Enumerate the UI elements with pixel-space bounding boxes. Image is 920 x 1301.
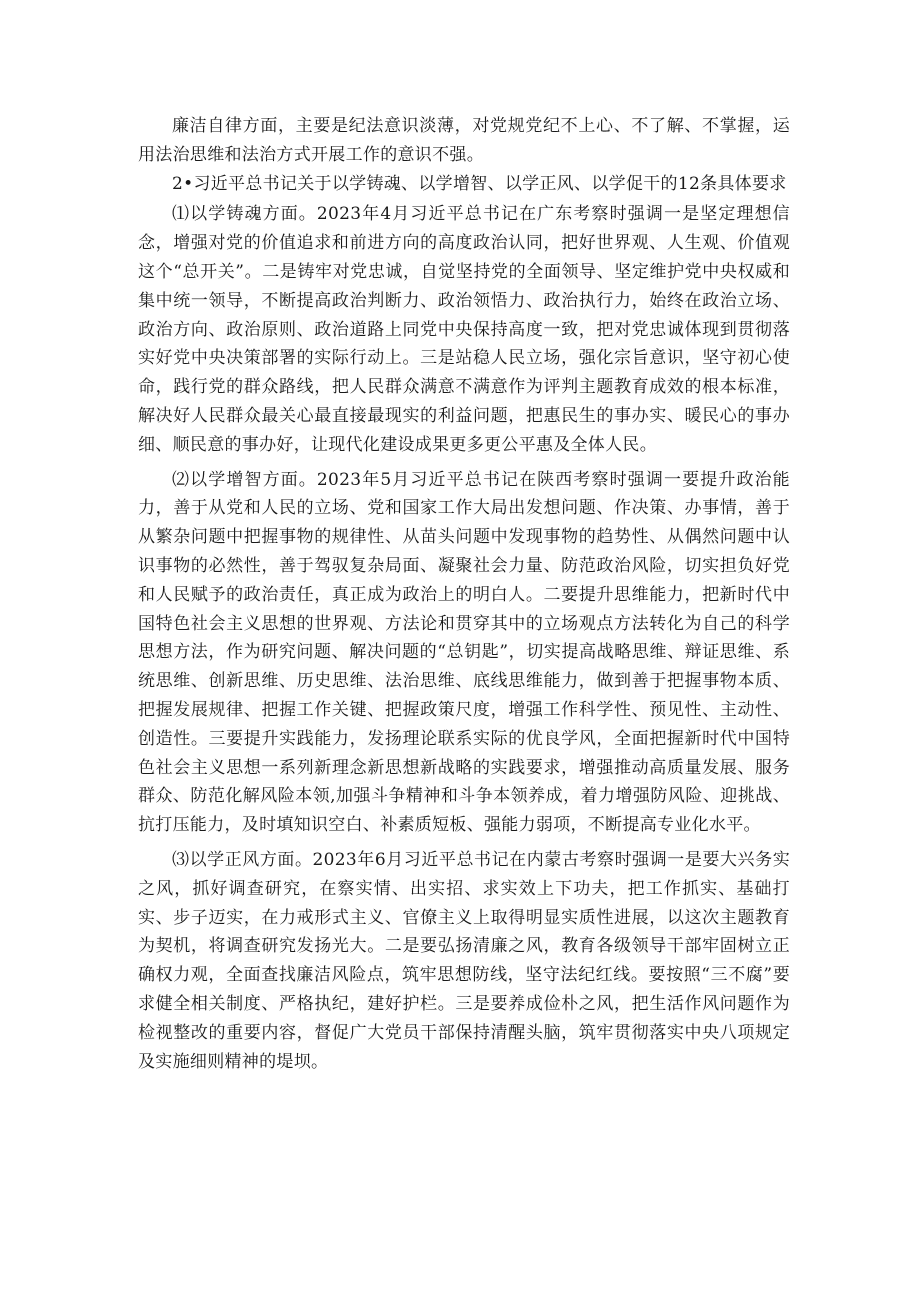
document-page xyxy=(138,112,790,1076)
paragraph-style: ⑶以学正风方面。2023年6月习近平总书记在内蒙古考察时强调一是要大兴务实之风，抓好调查研究，在察实情、出实招、求实效上下功夫，把工作抓实、基础打实、步子迈实，在力戒形式主义、官僚主义上取得明显实质性进展，以这次主题教育为契机，将调查研究发扬光大。二是要弘扬清廉之风，教育各级领导干部牢固树立正确权力观，全面查找廉洁风险点，筑牢思想防线，坚守法纪红线。要按照“三不腐”要求健全相关制度、严格执纪，建好护栏。三是要养成俭朴之风，把生活作风问题作为检视整改的重要内容，督促广大党员干部保持清醒头脑，筑牢贯彻落实中央八项规定及实施细则精神的堤坝。 xyxy=(138,849,790,1072)
paragraph-wisdom: ⑵以学增智方面。2023年5月习近平总书记在陕西考察时强调一要提升政治能力，善于从党和人民的立场、党和国家工作大局出发想问题、作决策、办事情，善于从繁杂问题中把握事物的规律性、从苗头问题中发现事物的趋势性、从偶然问题中认识事物的必然性，善于驾驭复杂局面、凝聚社会力量、防范政治风险，切实担负好党和人民赋予的政治责任，真正成为政治上的明白人。二要提升思维能力，把新时代中国特色社会主义思想的世界观、方法论和贯穿其中的立场观点方法转化为自己的科学思想方法，作为研究问题、解决问题的“总钥匙”，切实提高战略思维、辩证思维、系统思维、创新思维、历史思维、法治思维、底线思维能力，做到善于把握事物本质、把握发展规律、把握工作关键、把握政策尺度，增强工作科学性、预见性、主动性、创造性。三要提升实践能力，发扬理论联系实际的优良学风，全面把握新时代中国特色社会主义思想一系列新理念新思想新战略的实践要求，增强推动高质量发展、服务群众、防范化解风险本领,加强斗争精神和斗争本领养成，着力增强防风险、迎挑战、抗打压能力，及时填知识空白、补素质短板、强能力弱项，不断提高专业化水平。 xyxy=(138,469,790,836)
paragraph-soul: ⑴以学铸魂方面。2023年4月习近平总书记在广东考察时强调一是坚定理想信念，增强对党的价值追求和前进方向的高度政治认同，把好世界观、人生观、价值观这个“总开关”。二是铸牢对党忠诚，自觉坚持党的全面领导、坚定维护党中央权威和集中统一领导，不断提高政治判断力、政治领悟力、政治执行力，始终在政治立场、政治方向、政治原则、政治道路上同党中央保持高度一致，把对党忠诚体现到贯彻落实好党中央决策部署的实际行动上。三是站稳人民立场，强化宗旨意识，坚守初心使命，践行党的群众路线，把人民群众满意不满意作为评判主题教育成效的根本标准，解决好人民群众最关心最直接最现实的利益问题，把惠民生的事办实、暖民心的事办细、顺民意的事办好，让现代化建设成果更多更公平惠及全体人民。 xyxy=(138,204,790,455)
paragraph-integrity: 廉洁自律方面，主要是纪法意识淡薄，对党规党纪不上心、不了解、不掌握，运用法治思维和法治方式开展工作的意识不强。 xyxy=(138,116,790,165)
section-heading: 2•习近平总书记关于以学铸魂、以学增智、以学正风、以学促干的12条具体要求 xyxy=(172,173,787,194)
